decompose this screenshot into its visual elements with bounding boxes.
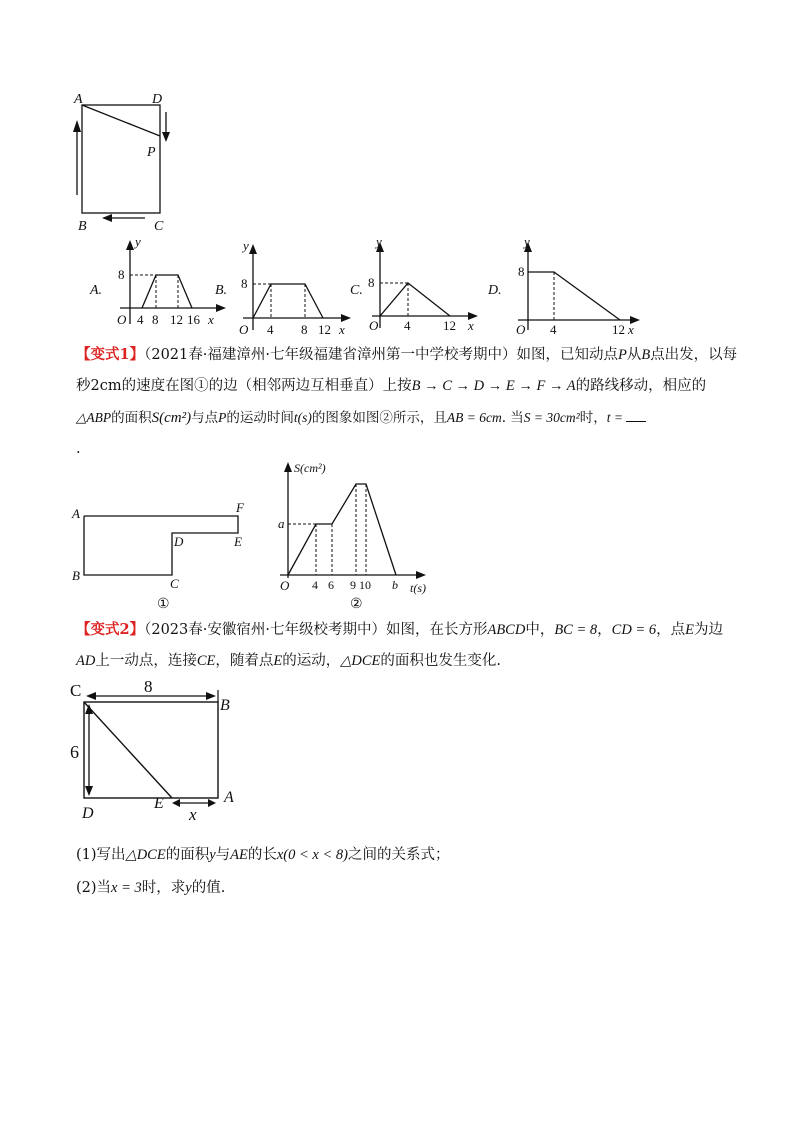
caption-1: ① <box>157 597 170 612</box>
variant1-line2: 秒2cm的速度在图①的边（相邻两边互相垂直）上按B → C → D → E → F → A的路线移动，相应的 <box>76 378 707 394</box>
variant1-tag: 【变式1】 <box>76 346 145 363</box>
x-tick: 16 <box>187 312 200 327</box>
x-axis-label: t(s) <box>410 581 426 595</box>
y-tick-8: 8 <box>241 276 248 291</box>
option-a-graph <box>90 236 230 336</box>
dimension-6: 6 <box>70 742 79 762</box>
x-tick: 6 <box>328 578 334 592</box>
axis-x: x <box>628 322 634 337</box>
variant2-line2: AD上一动点，连接CE，随着点E的运动，△DCE的面积也发生变化. <box>76 653 501 669</box>
origin: O <box>239 322 249 337</box>
question-2: (2)当x = 3时，求y的值. <box>76 880 226 896</box>
option-letter: B. <box>215 283 228 298</box>
label-C: C <box>170 576 179 591</box>
dimension-8: 8 <box>144 677 153 696</box>
x-tick: 8 <box>152 312 159 327</box>
axis-y: y <box>135 234 141 249</box>
option-letter: C. <box>350 283 363 298</box>
variant2-paragraph <box>76 614 726 677</box>
x-tick: 4 <box>404 318 411 333</box>
label-P: P <box>147 145 156 160</box>
option-d-graph <box>488 236 648 336</box>
variant1-line1: 【变式1】（2021春·福建漳州·七年级福建省漳州第一中学校考期中）如图，已知动点P从B点出发，以每 <box>76 346 738 363</box>
y-tick-a: a <box>278 516 285 531</box>
y-tick-8: 8 <box>118 267 125 282</box>
variant1-line4: . <box>76 441 81 457</box>
label-D: D <box>152 92 163 107</box>
axis-x: x <box>468 318 474 333</box>
variant2-tag: 【变式2】 <box>76 621 145 638</box>
option-b-graph <box>215 240 355 340</box>
axis-y: y <box>376 234 382 249</box>
x-tick: 12 <box>318 322 331 337</box>
rectangle-figure <box>68 676 258 826</box>
axis-x: x <box>339 322 345 337</box>
caption-2: ② <box>350 597 363 612</box>
variant2-line1: 【变式2】（2023春·安徽宿州·七年级校考期中）如图，在长方形ABCD中，BC = 8，CD = 6，点E为边 <box>76 621 723 638</box>
x-tick: 12 <box>443 318 456 333</box>
variant1-paragraph <box>76 339 738 465</box>
label-C: C <box>70 681 82 700</box>
label-A: A <box>224 789 234 806</box>
label-B: B <box>72 568 80 583</box>
label-A: A <box>74 92 83 107</box>
x-tick: 10 <box>359 578 371 592</box>
origin: O <box>117 312 127 327</box>
figure-2-graph <box>270 458 440 610</box>
x-tick: 8 <box>301 322 308 337</box>
x-tick: 12 <box>612 322 625 337</box>
origin: O <box>369 318 379 333</box>
x-tick: 12 <box>170 312 183 327</box>
label-D: D <box>174 534 184 549</box>
question-1: (1)写出△DCE的面积y与AE的长x(0 < x < 8)之间的关系式； <box>76 847 450 863</box>
axis-y: y <box>524 234 530 249</box>
option-letter: A. <box>90 283 103 298</box>
x-tick: 4 <box>267 322 274 337</box>
axis-x: x <box>208 312 214 327</box>
x-tick: 4 <box>550 322 557 337</box>
origin: O <box>280 578 290 593</box>
label-D: D <box>82 805 94 822</box>
label-A: A <box>72 506 80 521</box>
x-tick: b <box>392 578 398 592</box>
y-tick-8: 8 <box>518 264 525 279</box>
origin: O <box>516 322 526 337</box>
y-tick-8: 8 <box>368 275 375 290</box>
axis-y: y <box>243 238 249 253</box>
square-figure <box>60 90 190 235</box>
x-tick: 4 <box>137 312 144 327</box>
option-c-graph <box>350 236 490 336</box>
y-axis-label: S(cm²) <box>294 461 326 475</box>
label-E: E <box>154 795 164 812</box>
label-E: E <box>234 534 242 549</box>
answer-blank[interactable] <box>626 409 646 422</box>
label-x: x <box>189 805 197 824</box>
label-B: B <box>78 219 87 234</box>
variant1-line3: △ABP的面积S(cm²)与点P的运动时间t(s)的图象如图②所示，且AB = 6cm. 当S = 30cm²时，t = <box>76 402 726 434</box>
x-tick: 9 <box>350 578 356 592</box>
label-C: C <box>154 219 164 234</box>
label-F: F <box>236 500 244 515</box>
option-letter: D. <box>488 283 502 298</box>
label-B: B <box>220 697 230 714</box>
figure-1-polygon <box>70 500 260 610</box>
x-tick: 4 <box>312 578 318 592</box>
